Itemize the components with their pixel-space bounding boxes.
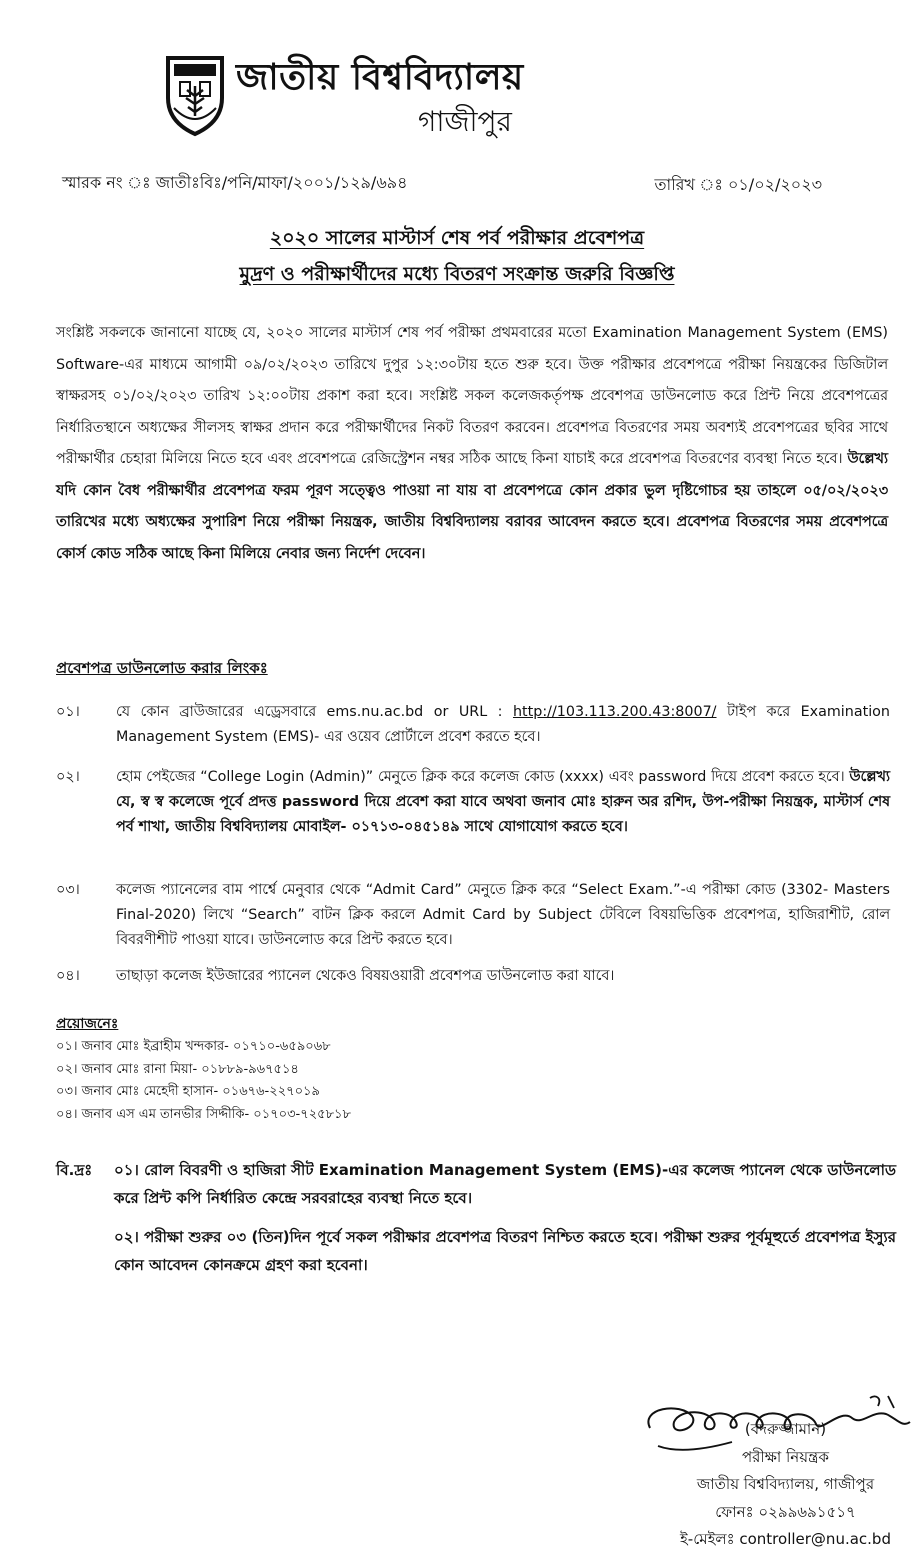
step-text: কলেজ প্যানেলের বাম পার্শ্বে মেনুবার থেকে “Admit Card” মেনুতে ক্লিক করে “Select Exam.”-এ পরীক্ষা কোড (3302- Masters Final-2020) লিখে “Search” বাটন ক্লিক করলে Admit Card by Subject টেবিলে বিষয়ভিত্তিক প্রবেশপত্র, হাজিরাশীট, রোল বিবরণীশীট পাওয়া যাবে। ডাউনলোড করে প্রিন্ট করতে হবে। <box>116 882 890 948</box>
signature-block <box>680 1416 891 1554</box>
contact-item: ০৪। জনাব এস এম তানভীর সিদ্দীকি- ০১৭০৩-৭২৫৮১৮ <box>56 1106 351 1122</box>
step-text: তাছাড়া কলেজ ইউজারের প্যানেল থেকেও বিষয়ওয়ারী প্রবেশপত্র ডাউনলোড করা যাবে। <box>116 968 615 984</box>
intro-important-text: উল্লেখ্য যদি কোন বৈধ পরীক্ষার্থীর প্রবেশপত্র ফরম পূরণ সত্ত্বেও পাওয়া না যায় বা প্রবেশপত্রে কোন প্রকার ভুল দৃষ্টিগোচর হয় তাহলে ০৫/০২/২০২৩ তারিখের মধ্যে অধ্যক্ষের সুপারিশ নিয়ে পরীক্ষা নিয়ন্ত্রক, জাতীয় বিশ্ববিদ্যালয় বরাবর আবেদন করতে হবে। প্রবেশপত্র বিতরণের সময় প্রবেশপত্রে কোর্স কোড সঠিক আছে কিনা মিলিয়ে নেবার জন্য নির্দেশ দেবেন। <box>56 451 888 562</box>
signatory-email: ই-মেইলঃ controller@nu.ac.bd <box>680 1530 891 1548</box>
signatory-office: জাতীয় বিশ্ববিদ্যালয়, গাজীপুর <box>696 1475 875 1493</box>
intro-paragraph <box>56 318 888 570</box>
contact-item: ০১। জনাব মোঃ ইব্রাহীম খন্দকার- ০১৭১০-৬৫৯০৬৮ <box>56 1039 331 1054</box>
download-heading: প্রবেশপত্র ডাউনলোড করার লিংকঃ <box>56 659 268 677</box>
portal-link[interactable]: http://103.113.200.43:8007/ <box>512 704 717 720</box>
memo-number: স্মারক নং ঃ জাতীঃবিঃ/পনি/মাফা/২০০১/১২৯/৬৯৪ <box>62 173 408 192</box>
contact-item: ০২। জনাব মোঃ রানা মিয়া- ০১৮৮৯-৯৬৭৫১৪ <box>56 1061 299 1077</box>
university-name: জাতীয় বিশ্ববিদ্যালয় <box>236 57 524 98</box>
notice-title-line2: মুদ্রণ ও পরীক্ষার্থীদের মধ্যে বিতরণ সংক্রান্ত জরুরি বিজ্ঞপ্তি <box>239 263 675 285</box>
step-important-text: উল্লেখ্য যে, স্ব স্ব কলেজে পূর্বে প্রদত্ত password দিয়ে প্রবেশ করা যাবে অথবা জনাব মোঃ হারুন অর রশিদ, উপ-পরীক্ষা নিয়ন্ত্রক, মাস্টার্স শেষ পর্ব শাখা, জাতীয় বিশ্ববিদ্যালয় মোবাইল- ০১৭১৩-০৪৫১৪৯ সাথে যোগাযোগ করতে হবে। <box>116 769 890 835</box>
step-number: ০৩। <box>56 882 80 898</box>
notice-title-line1: ২০২০ সালের মাস্টার্স শেষ পর্ব পরীক্ষার প্রবেশপত্র <box>269 227 645 249</box>
note-label: বি.দ্রঃ <box>56 1161 93 1179</box>
contacts-list <box>56 1036 351 1126</box>
step-number: ০১। <box>56 704 80 720</box>
note-item-2: ০২। পরীক্ষা শুরুর ০৩ (তিন)দিন পূর্বে সকল পরীক্ষার প্রবেশপত্র বিতরণ নিশ্চিত করতে হবে। পরীক্ষা শুরুর পূর্বমূহুর্তে প্রবেশপত্র ইস্যুর কোন আবেদন কোনক্রমে গ্রহণ করা হবেনা। <box>114 1228 896 1274</box>
download-step-3 <box>56 878 890 953</box>
notice-date: তারিখ ঃ ০১/০২/২০২৩ <box>654 175 822 194</box>
signatory-name: (বদরুজ্জামান) <box>744 1420 827 1438</box>
university-logo <box>160 52 230 138</box>
step-number: ০২। <box>56 769 80 785</box>
signatory-phone: ফোনঃ ০২৯৯৬৯১৫১৭ <box>715 1502 856 1521</box>
contacts-heading: প্রয়োজনেঃ <box>56 1016 119 1032</box>
step-number: ০৪। <box>56 968 80 984</box>
signatory-designation: পরীক্ষা নিয়ন্ত্রক <box>741 1447 829 1466</box>
note-item-1: ০১। রোল বিবরণী ও হাজিরা সীট Examination Management System (EMS)-এর কলেজ প্যানেল থেকে ডাউনলোড করে প্রিন্ট কপি নির্ধারিত কেন্দ্রে সরবরাহের ব্যবস্থা নিতে হবে। <box>114 1161 896 1207</box>
download-step-4 <box>56 964 890 989</box>
step-text: হোম পেইজের “College Login (Admin)” মেনুতে ক্লিক করে কলেজ কোড (xxxx) এবং password দিয়ে প্রবেশ করতে হবে। <box>116 769 850 785</box>
download-step-2 <box>56 765 890 840</box>
step-text: যে কোন ব্রাউজারের এড্রেসবারে ems.nu.ac.bd or URL : <box>116 704 513 720</box>
intro-text: সংশ্লিষ্ট সকলকে জানানো যাচ্ছে যে, ২০২০ সালের মাস্টার্স শেষ পর্ব পরীক্ষা প্রথমবারের মতো Examination Management System (EMS) Software-এর মাধ্যমে আগামী ০৯/০২/২০২৩ তারিখে দুপুর ১২:৩০টায় হতে শুরু হবে। উক্ত পরীক্ষার প্রবেশপত্রে পরীক্ষা নিয়ন্ত্রকের ডিজিটাল স্বাক্ষরসহ ০১/০২/২০২৩ তারিখ ১২:০০টায় প্রকাশ করা হবে। সংশ্লিষ্ট সকল কলেজকর্তৃপক্ষ প্রবেশপত্র ডাউনলোড করে প্রিন্ট নিয়ে প্রবেশপত্রের নির্ধারিতস্থানে অধ্যক্ষের সীলসহ স্বাক্ষর প্রদান করে পরীক্ষার্থীদের নিকট বিতরণ করবেন। প্রবেশপত্র বিতরণের সময় অবশ্যই প্রবেশপত্রের ছবির সাথে পরীক্ষার্থীর চেহারা মিলিয়ে নিতে হবে এবং প্রবেশপত্রে রেজিস্ট্রেশন নম্বর সঠিক আছে কিনা যাচাই করে প্রবেশপত্র বিতরণের ব্যবস্থা নিতে হবে। <box>56 325 888 467</box>
download-step-1 <box>56 700 890 750</box>
contact-item: ০৩। জনাব মোঃ মেহেদী হাসান- ০১৬৭৬-২২৭০১৯ <box>56 1084 320 1099</box>
university-city: গাজীপুর <box>418 105 512 138</box>
step-text-cont: টাইপ করে Examination Management System (EMS)- এর ওয়েব প্রোর্টালে প্রবেশ করতে হবে। <box>116 704 890 745</box>
special-note <box>56 1156 896 1279</box>
